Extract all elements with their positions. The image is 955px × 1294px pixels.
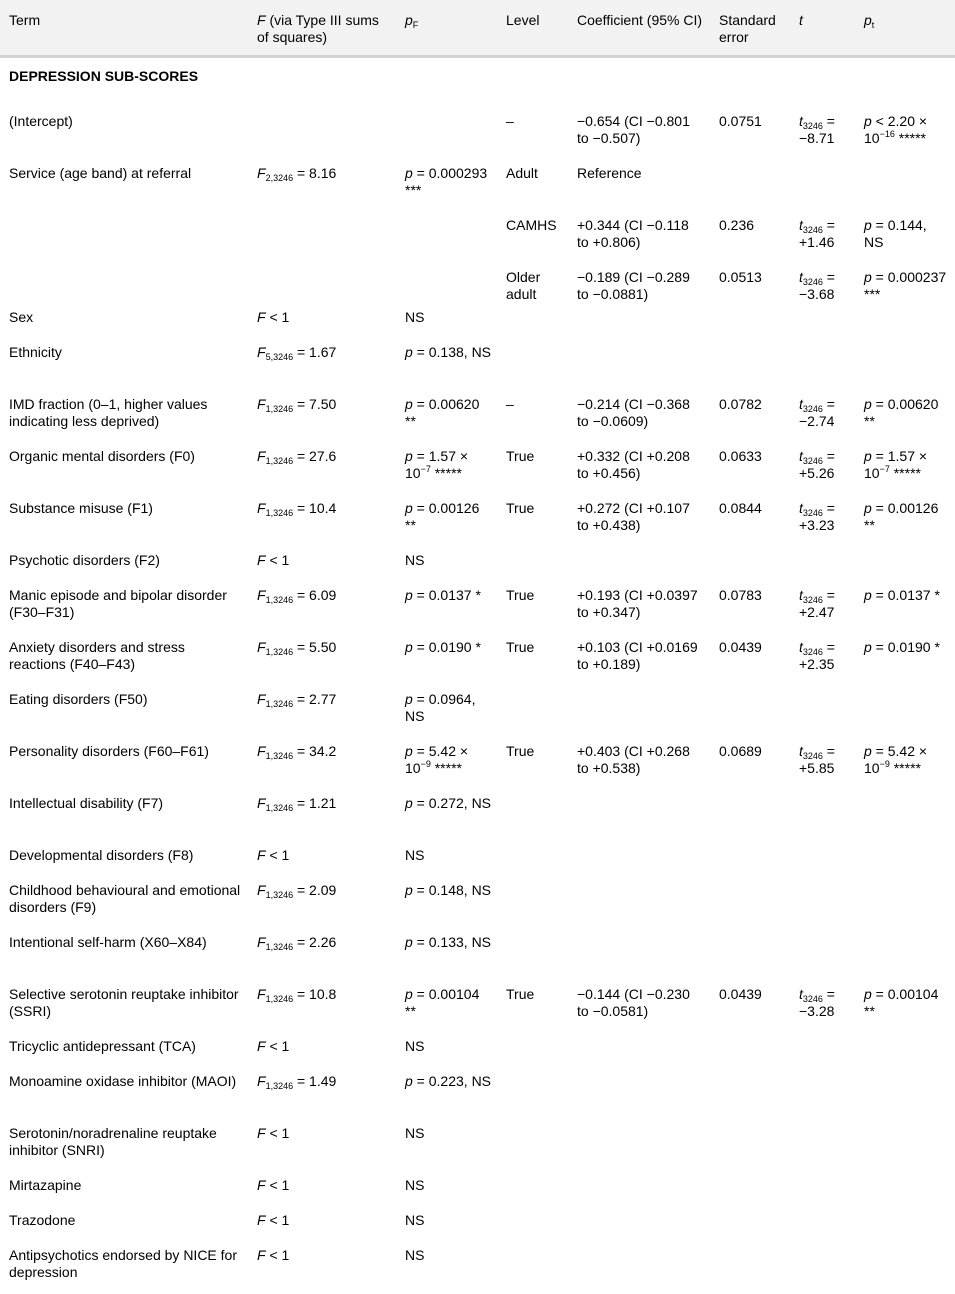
f-cell <box>248 264 396 304</box>
t-cell: $t_{3246} = -8.71$ <box>799 113 835 146</box>
se-cell: 0.0439 <box>719 986 762 1002</box>
coefficient-cell: −0.189 (CI −0.289 to −0.0881) <box>577 269 690 302</box>
term-cell: Intellectual disability (F7) <box>9 795 164 811</box>
level-cell: Older adult <box>506 269 541 302</box>
term-cell: Personality disorders (F60–F61) <box>9 743 209 759</box>
table-row <box>0 738 955 790</box>
f-cell: $F_{1,3246} = 7.50$ <box>257 396 337 414</box>
table-row <box>0 582 955 634</box>
se-cell: 0.0751 <box>719 113 762 129</box>
se-cell: 0.0689 <box>719 743 762 759</box>
f-cell <box>248 108 396 160</box>
section-row <box>0 56 955 108</box>
table-row <box>0 877 955 929</box>
empty-cell <box>497 1172 955 1207</box>
term-cell: Serotonin/noradrenaline reuptake inhibitor (SNRI) <box>9 1125 217 1158</box>
pf-cell: NS <box>405 552 425 568</box>
table-row <box>0 1172 955 1207</box>
table-row <box>0 842 955 877</box>
term-cell: (Intercept) <box>9 113 73 129</box>
term-cell: Psychotic disorders (F2) <box>9 552 160 568</box>
pf-cell: NS <box>405 847 425 863</box>
se-cell: 0.0439 <box>719 639 762 655</box>
table-row <box>0 1242 955 1294</box>
pf-cell <box>396 108 497 160</box>
level-cell: True <box>506 639 535 655</box>
t-cell: $t_{3246} = +5.85$ <box>799 743 835 776</box>
level-cell: True <box>506 448 535 464</box>
t-cell: $t_{3246} = -3.28$ <box>799 986 835 1019</box>
table-row <box>0 160 955 212</box>
f-cell: $F_{1,3246} = 2.77$ <box>257 691 337 709</box>
coefficient-cell: −0.144 (CI −0.230 to −0.0581) <box>577 986 690 1019</box>
f-cell: $F_{1,3246} = 1.21$ <box>257 795 337 813</box>
coefficient-cell: +0.344 (CI −0.118 to +0.806) <box>577 217 689 250</box>
term-cell: Ethnicity <box>9 344 62 360</box>
term-cell: Childhood behavioural and emotional disorders (F9) <box>9 882 241 915</box>
table-row <box>0 634 955 686</box>
pf-cell: NS <box>405 1247 425 1263</box>
term-cell: Organic mental disorders (F0) <box>9 448 195 464</box>
section-title: DEPRESSION SUB-SCORES <box>9 67 199 84</box>
empty-cell <box>497 1207 955 1242</box>
header-pf: $p_F$ <box>396 0 497 56</box>
pf-cell: $p = 5.42 \times 10^{-9}$ ***** <box>405 743 469 776</box>
pt-cell: $p = 1.57 \times 10^{-7}$ ***** <box>864 448 928 481</box>
table-row <box>0 108 955 160</box>
f-cell: F < 1 <box>257 847 290 863</box>
table-row <box>0 929 955 981</box>
table-row <box>0 686 955 738</box>
table-row <box>0 391 955 443</box>
se-cell: 0.0782 <box>719 396 762 412</box>
f-cell: $F_{1,3246} = 6.09$ <box>257 587 337 605</box>
pf-cell: NS <box>405 309 425 325</box>
table-row <box>0 1068 955 1120</box>
empty-cell <box>497 790 955 842</box>
f-cell: F < 1 <box>257 1247 290 1263</box>
f-cell: $F_{1,3246} = 1.49$ <box>257 1073 337 1091</box>
term-cell <box>0 264 248 304</box>
coefficient-cell: +0.403 (CI +0.268 to +0.538) <box>577 743 690 776</box>
pt-cell: p = 0.000237 *** <box>864 269 947 302</box>
header-standard-error: Standard error <box>710 0 790 56</box>
term-cell: Manic episode and bipolar disorder (F30–F31) <box>9 587 227 620</box>
term-cell: Tricyclic antidepressant (TCA) <box>9 1038 196 1054</box>
level-cell: True <box>506 986 535 1002</box>
f-cell: F < 1 <box>257 1038 290 1054</box>
header-f: F (via Type III sums of squares) <box>248 0 396 56</box>
se-cell: 0.0844 <box>719 500 762 516</box>
se-cell: 0.0633 <box>719 448 762 464</box>
empty-cell <box>497 877 955 929</box>
t-cell: $t_{3246} = +1.46$ <box>799 217 835 250</box>
header-coefficient: Coefficient (95% CI) <box>568 0 710 56</box>
pf-cell: p = 0.0964, NS <box>405 691 476 724</box>
f-cell: $F_{1,3246} = 10.8$ <box>257 986 337 1004</box>
level-cell: True <box>506 587 535 603</box>
term-cell: Trazodone <box>9 1212 76 1228</box>
f-cell: F < 1 <box>257 552 290 568</box>
term-cell: IMD fraction (0–1, higher values indicating less deprived) <box>9 396 208 429</box>
pf-cell <box>396 212 497 264</box>
t-cell: $t_{3246} = -3.68$ <box>799 269 835 302</box>
term-cell: Anxiety disorders and stress reactions (F40–F43) <box>9 639 185 672</box>
empty-cell <box>497 929 955 981</box>
pf-cell: NS <box>405 1212 425 1228</box>
table-row <box>0 790 955 842</box>
f-cell: $F_{5,3246} = 1.67$ <box>257 344 337 362</box>
pf-cell: p = 0.000293 *** <box>405 165 488 198</box>
pt-cell: p = 0.0190 * <box>864 639 940 655</box>
term-cell: Selective serotonin reuptake inhibitor (SSRI) <box>9 986 239 1019</box>
t-cell: $t_{3246} = +5.26$ <box>799 448 835 481</box>
table-row <box>0 264 955 304</box>
level-cell: – <box>506 113 514 129</box>
term-cell: Developmental disorders (F8) <box>9 847 194 863</box>
empty-cell <box>497 1242 955 1294</box>
pf-cell: p = 0.133, NS <box>405 934 492 950</box>
f-cell: $F_{1,3246} = 27.6$ <box>257 448 337 466</box>
empty-cell <box>497 686 955 738</box>
pf-cell <box>396 264 497 304</box>
term-cell: Eating disorders (F50) <box>9 691 148 707</box>
table-row <box>0 339 955 391</box>
pt-cell: p = 0.00104 ** <box>864 986 939 1019</box>
coefficient-cell: −0.214 (CI −0.368 to −0.0609) <box>577 396 690 429</box>
term-cell: Service (age band) at referral <box>9 165 192 181</box>
pf-cell: p = 0.272, NS <box>405 795 492 811</box>
empty-cell <box>497 842 955 877</box>
se-cell: 0.0783 <box>719 587 762 603</box>
pt-cell: $p = 5.42 \times 10^{-9}$ ***** <box>864 743 928 776</box>
table-row <box>0 495 955 547</box>
empty-cell <box>497 1068 955 1120</box>
se-cell <box>710 160 790 212</box>
t-cell: $t_{3246} = +2.47$ <box>799 587 835 620</box>
t-cell <box>790 160 855 212</box>
f-cell: $F_{2,3246} = 8.16$ <box>257 165 337 183</box>
term-cell: Sex <box>9 309 34 325</box>
table-row <box>0 304 955 339</box>
header-level: Level <box>497 0 568 56</box>
level-cell: – <box>506 396 514 412</box>
se-cell: 0.0513 <box>719 269 762 285</box>
pt-cell: p = 0.0137 * <box>864 587 940 603</box>
empty-cell <box>497 1120 955 1172</box>
empty-cell <box>497 1033 955 1068</box>
f-cell: F < 1 <box>257 1125 290 1141</box>
f-cell: F < 1 <box>257 309 290 325</box>
pf-cell: p = 0.0190 * <box>405 639 481 655</box>
table-row <box>0 212 955 264</box>
empty-cell <box>497 304 955 339</box>
level-cell: True <box>506 743 535 759</box>
pf-cell: p = 0.138, NS <box>405 344 492 360</box>
table-row <box>0 1120 955 1172</box>
term-cell: Substance misuse (F1) <box>9 500 153 516</box>
pt-cell: $p < 2.20 \times 10^{-16}$ ***** <box>864 113 928 146</box>
coefficient-cell: Reference <box>577 165 642 181</box>
pt-cell: p = 0.144, NS <box>864 217 927 250</box>
term-cell: Antipsychotics endorsed by NICE for depression <box>9 1247 237 1280</box>
pf-cell: p = 0.00126 ** <box>405 500 480 533</box>
term-cell: Intentional self-harm (X60–X84) <box>9 934 207 950</box>
term-cell: Mirtazapine <box>9 1177 82 1193</box>
level-cell: Adult <box>506 165 538 181</box>
f-cell: F < 1 <box>257 1177 290 1193</box>
term-cell <box>0 212 248 264</box>
coefficient-cell: +0.103 (CI +0.0169 to +0.189) <box>577 639 698 672</box>
pf-cell: p = 0.00620 ** <box>405 396 480 429</box>
pf-cell: NS <box>405 1125 425 1141</box>
coefficient-cell: +0.193 (CI +0.0397 to +0.347) <box>577 587 698 620</box>
level-cell: True <box>506 500 535 516</box>
term-cell: Monoamine oxidase inhibitor (MAOI) <box>9 1073 237 1089</box>
table-row <box>0 1207 955 1242</box>
coefficient-cell: −0.654 (CI −0.801 to −0.507) <box>577 113 690 146</box>
pf-cell: p = 0.148, NS <box>405 882 492 898</box>
table-row <box>0 547 955 582</box>
f-cell: $F_{1,3246} = 10.4$ <box>257 500 337 518</box>
se-cell: 0.236 <box>719 217 755 233</box>
t-cell: $t_{3246} = +3.23$ <box>799 500 835 533</box>
f-cell <box>248 212 396 264</box>
f-cell: F < 1 <box>257 1212 290 1228</box>
table-row <box>0 981 955 1033</box>
header-row <box>0 0 955 56</box>
f-cell: $F_{1,3246} = 34.2$ <box>257 743 337 761</box>
pf-cell: p = 0.223, NS <box>405 1073 492 1089</box>
pf-cell: p = 0.00104 ** <box>405 986 480 1019</box>
level-cell: CAMHS <box>506 217 557 233</box>
header-term: Term <box>0 0 248 56</box>
t-cell: $t_{3246} = -2.74$ <box>799 396 835 429</box>
pf-cell: NS <box>405 1038 425 1054</box>
f-cell: $F_{1,3246} = 2.09$ <box>257 882 337 900</box>
header-t: t <box>790 0 855 56</box>
header-pt: $p_t$ <box>855 0 955 56</box>
table-row <box>0 443 955 495</box>
pf-cell: $p = 1.57 \times 10^{-7}$ ***** <box>405 448 469 481</box>
t-cell: $t_{3246} = +2.35$ <box>799 639 835 672</box>
pf-cell: p = 0.0137 * <box>405 587 481 603</box>
f-cell: $F_{1,3246} = 2.26$ <box>257 934 337 952</box>
pt-cell: p = 0.00126 ** <box>864 500 939 533</box>
empty-cell <box>497 339 955 391</box>
pt-cell: p = 0.00620 ** <box>864 396 939 429</box>
empty-cell <box>497 547 955 582</box>
pf-cell: NS <box>405 1177 425 1193</box>
table-row <box>0 1033 955 1068</box>
pt-cell <box>855 160 955 212</box>
f-cell: $F_{1,3246} = 5.50$ <box>257 639 337 657</box>
coefficient-cell: +0.272 (CI +0.107 to +0.438) <box>577 500 690 533</box>
coefficient-cell: +0.332 (CI +0.208 to +0.456) <box>577 448 690 481</box>
